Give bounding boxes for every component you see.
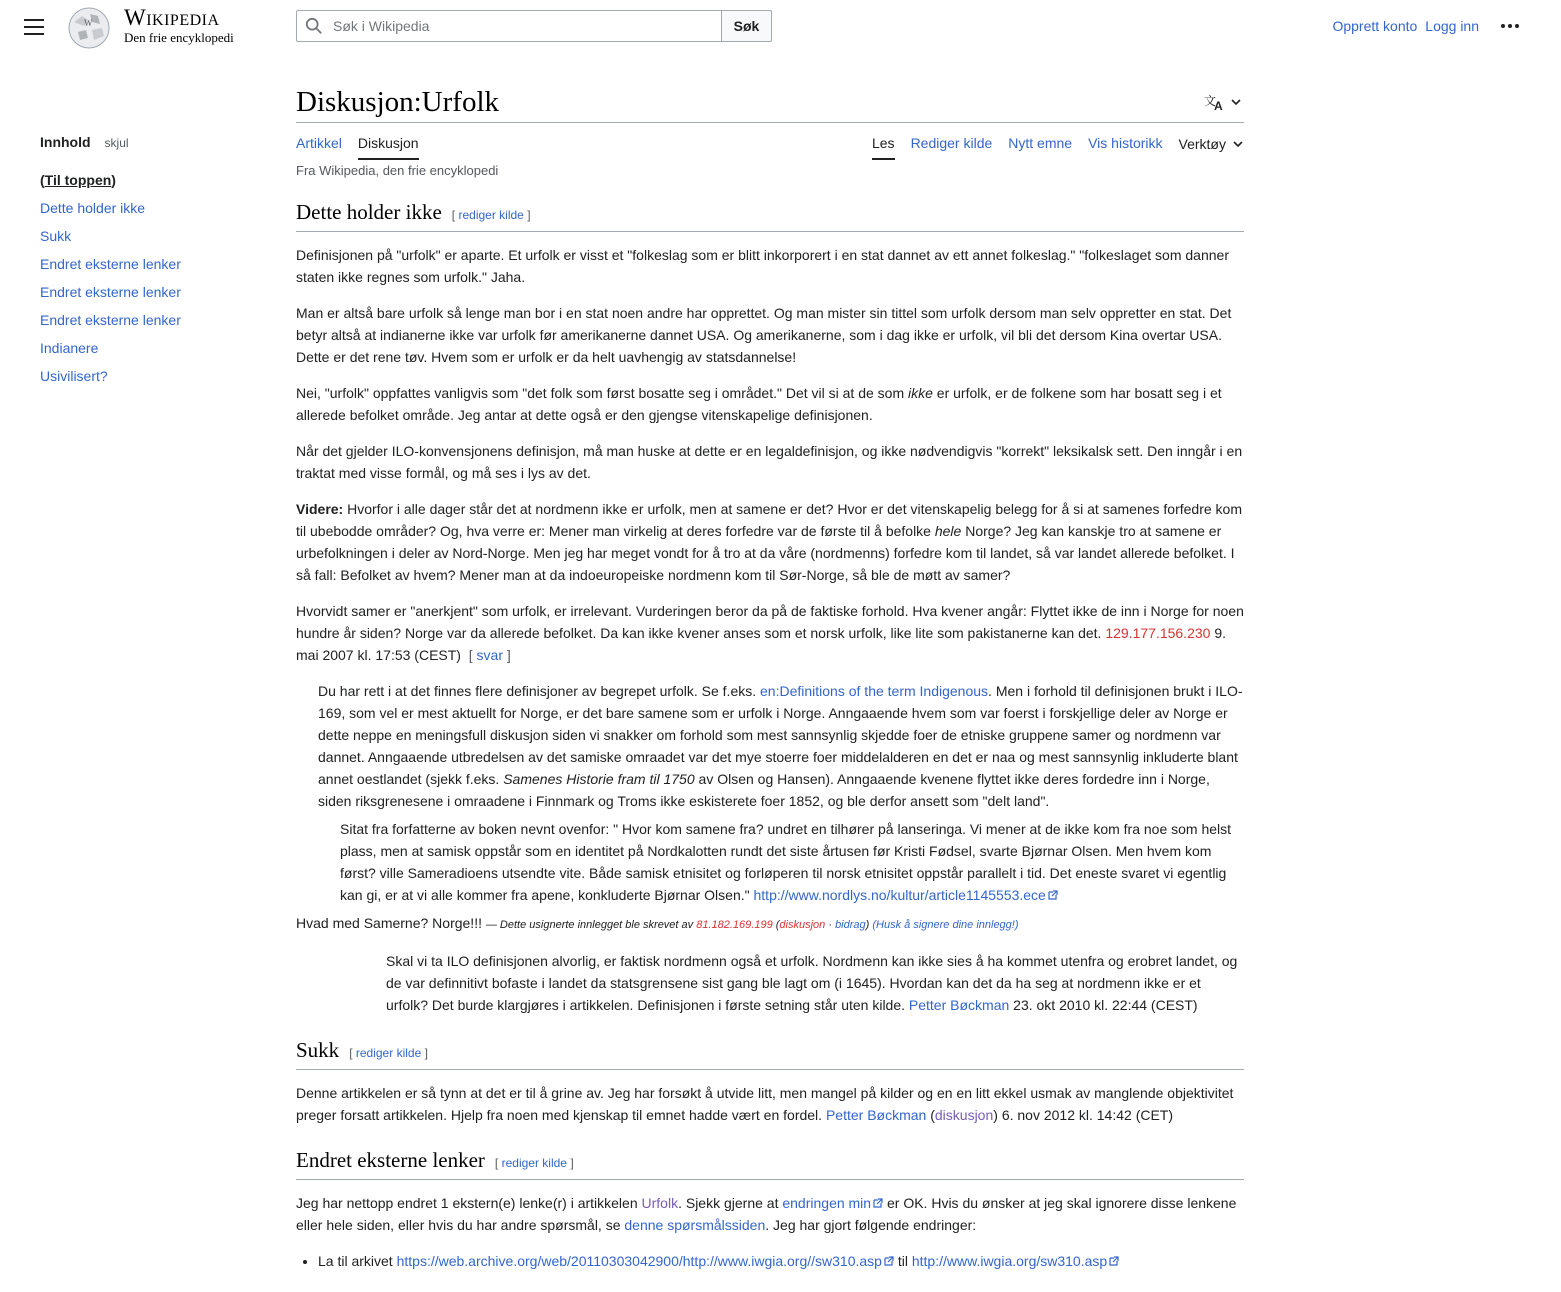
toc-title: Innhold [40, 134, 91, 150]
svg-text:W: W [84, 18, 93, 28]
section-sukk [296, 1036, 1244, 1126]
external-link[interactable]: http://www.iwgia.org/sw310.asp [911, 1253, 1108, 1269]
paragraph: Videre: Hvorfor i alle dager står det at nordmenn ikke er urfolk, men at samene er det? Hvor er det vitenskapelig belegg for å si at samenes forfedre kom til ubebodde områder? Og, hva verre er: Mener man virkelig at deres forfedre var de første til å befolke hele Norge? Jeg kan kanskje tro at samene er urbefolkningen i deler av Nord-Norge. Men jeg har meget vondt for å tro at da våre (nordmenns) forfedre kom til landet, så var landet allerede befolket. I så fall: Befolket av hvem? Mener man at da indoeuropeiske nordmenn kom til Sør-Norge, så ble de møtt av samer? [296, 501, 1242, 583]
diff-link[interactable]: endringen min [782, 1195, 872, 1211]
view-tabs [872, 134, 1244, 160]
tab-new-topic[interactable]: Nytt emne [1008, 135, 1073, 151]
paragraph: Hvorvidt samer er "anerkjent" som urfolk, er irrelevant. Vurderingen beror da på de faktiske forhold. Hva kvener angår: Flyttet ikke de inn i Norge for noen hundre år siden? Norge var da allerede befolket. Da kan ikke kvener anses som et norsk urfolk, like lite som pakistanerne kan det. 129.177.156.230 9. mai 2007 kl. 17:53 (CEST) [ svar ] [296, 603, 1244, 663]
external-link-icon [1048, 890, 1058, 900]
menu-icon-bar [24, 33, 44, 35]
search-box [296, 10, 722, 42]
edit-section: [ rediger kilde ] [451, 208, 531, 222]
edit-section-link[interactable]: rediger kilde [355, 1046, 422, 1060]
reply-comment: Sitat fra forfatterne av boken nevnt ovenfor: " Hvor kom samene fra? undret en tilhører på lanseringa. Vi mener at de ikke kom fra noe som helst plass, men at samisk oppstår som en identitet på Nordkalotten rundt det siste årtusen før Kristi Fødsel, svarte Bjørnar Olsen. Men hvem kom først? ville Sameradioens utsendte vite. Både samisk etnisitet og forløperen til norsk etnisitet oppstår parallelt i tid. Det eneste svaret vi egentlig kan gi, er at vi alle kommer fra apene, konkluderte Bjørnar Olsen." http://www.nordlys.no/kultur/article1145553.ece [340, 821, 1232, 903]
edit-section: [ rediger kilde ] [349, 1046, 428, 1060]
search-button[interactable]: Søk [722, 10, 772, 42]
chevron-down-icon [1230, 96, 1242, 108]
reply-bracket: [ svar ] [468, 647, 511, 663]
reply-link[interactable]: svar [476, 647, 503, 663]
external-link[interactable]: http://www.nordlys.no/kultur/article1145553.ece [753, 887, 1046, 903]
more-icon[interactable] [1501, 24, 1519, 28]
menu-icon-bar [24, 19, 44, 21]
chevron-down-icon [1232, 138, 1244, 150]
user-link[interactable]: Petter Bøckman [908, 997, 1010, 1013]
toc-item-top: (Til toppen) [40, 172, 116, 188]
svg-text:文: 文 [1204, 94, 1217, 108]
page-content [296, 198, 1244, 1292]
external-link-icon [1109, 1256, 1119, 1266]
log-in-link[interactable]: Logg inn [1425, 18, 1479, 34]
changes-list [318, 1250, 1244, 1272]
main-menu-button[interactable] [24, 19, 44, 35]
language-icon [1204, 93, 1226, 111]
toc-item[interactable]: Endret eksterne lenker [40, 256, 181, 272]
section-heading: Dette holder ikke [ rediger kilde ] [296, 198, 1244, 232]
language-button[interactable] [1204, 93, 1242, 111]
toc-item[interactable]: Endret eksterne lenker [40, 284, 181, 300]
toc-item[interactable]: Indianere [40, 340, 99, 356]
sign-help-link[interactable]: (Husk å signere dine innlegg!) [872, 919, 1019, 931]
create-account-link[interactable]: Opprett konto [1332, 18, 1418, 34]
toc-item[interactable]: Dette holder ikke [40, 200, 146, 216]
namespace-tabs [296, 134, 419, 160]
tools-label: Verktøy [1178, 136, 1226, 152]
page-title: Diskusjon:Urfolk [296, 86, 499, 118]
paragraph: Når det gjelder ILO-konvensjonens definisjon, må man huske at dette er en legaldefinisjon, og ikke nødvendigvis "korrekt" leksikalsk sett. Den inngår i en traktat med visse formål, og må ses i lys av det. [296, 443, 1243, 481]
paragraph: Jeg har nettopp endret 1 ekstern(e) lenke(r) i artikkelen Urfolk. Sjekk gjerne at endringen min er OK. Hvis du ønsker at jeg skal ignorere disse lenkene eller hele siden, eller hvis du har andre spørsmål, se denne spørsmålssiden. Jeg har gjort følgende endringer: [296, 1195, 1237, 1233]
edit-section-link[interactable]: rediger kilde [501, 1156, 567, 1170]
tab-edit-source[interactable]: Rediger kilde [910, 135, 993, 151]
user-links [1332, 18, 1519, 34]
external-link-icon [884, 1256, 894, 1266]
user-talk-link[interactable]: diskusjon [779, 919, 826, 931]
table-of-contents [40, 134, 260, 396]
svg-text:A: A [1214, 99, 1223, 111]
list-item: • La til arkivet https://web.archive.org/web/20110303042900/http://www.iwgia.org//sw310.asp til http://www.iwgia.org/sw310.asp [318, 1250, 1244, 1272]
edit-section-link[interactable]: rediger kilde [458, 208, 524, 222]
section-dette-holder-ikke [296, 198, 1244, 1016]
wordmark-title: Wikipedia [124, 5, 220, 30]
external-link-icon [873, 1198, 883, 1208]
toc-link-top[interactable]: Til toppen [44, 172, 112, 188]
toc-item[interactable]: Usivilisert? [40, 368, 108, 384]
toc-item[interactable]: Sukk [40, 228, 72, 244]
wordmark-tagline: Den frie encyklopedi [124, 30, 234, 45]
tab-read[interactable]: Les [872, 134, 895, 160]
title-divider [296, 122, 1244, 123]
toc-hide-button[interactable]: skjul [104, 136, 129, 150]
tab-history[interactable]: Vis historikk [1088, 135, 1163, 151]
section-endret-eksterne-lenker [296, 1146, 1244, 1272]
interwiki-link[interactable]: en:Definitions of the term Indigenous [760, 683, 989, 699]
paragraph: Man er altså bare urfolk så lenge man bor i en stat noen andre har opprettet. Og man mister sin tittel som urfolk dersom man selv oppretter en stat. Det betyr altså at indianerne ikke var urfolk før amerikanerne dannet USA. Og amerikanerne, som i dag ikke er urfolk, vil bli det dersom Kina overtar USA. Dette er det rene tøv. Hvem som er urfolk er da helt uavhengig av statsdannelse! [296, 305, 1232, 365]
site-subtitle: Fra Wikipedia, den frie encyklopedi [296, 163, 499, 178]
article-link[interactable]: Urfolk [641, 1195, 679, 1211]
menu-icon-bar [24, 26, 44, 28]
tab-talk[interactable]: Diskusjon [358, 134, 419, 160]
unsigned-comment: Hvad med Samerne? Norge!!! — Dette usignerte innlegget ble skrevet av 81.182.169.199 (diskusjon · bidrag) (Husk å signere dine innlegg!) [296, 915, 1019, 931]
ip-user-link[interactable]: 81.182.169.199 [696, 919, 773, 931]
search-form [296, 10, 772, 42]
user-talk-link[interactable]: diskusjon [934, 1107, 994, 1123]
toc-item[interactable]: Endret eksterne lenker [40, 312, 181, 328]
user-contribs-link[interactable]: bidrag [835, 919, 866, 931]
reply-comment: Du har rett i at det finnes flere definisjoner av begrepet urfolk. Se f.eks. en:Definitions of the term Indigenous. Men i forhold til definisjonen brukt i ILO-169, som vel er mest aktuellt for Norge, er det bare samene som er urfolk i Norge. Anngaaende hvem som var foerst i forskjellige deler av Norge er dette neppe en meningsfull diskusjon siden vi snakker om forhold som mest sannsynlig skjedde foer de etniske gruppene samer og nordmenn var dannet. Anngaaende utbredelsen av det samiske omraadet var det mye stoerre foer middelalderen en det er naa og mest sannsynlig inkluderte blant annet oestlandet (sjekk f.eks. Samenes Historie fram til 1750 av Olsen og Hansen). Anngaaende kvenene flyttet ikke deres fordedre inn i Norge, siden riksgrenesene i omraadene i Finnmark og Troms ikke eskisterete foer 1852, og ble derfor ansett som "delt land". [318, 683, 1243, 809]
external-link[interactable]: https://web.archive.org/web/20110303042900/http://www.iwgia.org//sw310.asp [396, 1253, 882, 1269]
ip-user-link[interactable]: 129.177.156.230 [1105, 625, 1211, 641]
paragraph: Nei, "urfolk" oppfattes vanligvis som "det folk som først bosatte seg i området." Det vil si at de som ikke er urfolk, er de folkene som har bosatt seg i et allerede befolket område. Jeg antar at dette også er den gjengse vitenskapelige definisjonen. [296, 385, 1222, 423]
paragraph: Denne artikkelen er så tynn at det er til å grine av. Jeg har forsøkt å utvide litt, men mangel på kilder og en en litt ekkel usmak av manglende objektivitet preger forsatt artikkelen. Hjelp fra noen med kjenskap til emnet hadde vært en fordel. Petter Bøckman (diskusjon) 6. nov 2012 kl. 14:42 (CET) [296, 1085, 1234, 1123]
section-heading: Sukk [ rediger kilde ] [296, 1036, 1244, 1070]
tools-dropdown[interactable] [1179, 134, 1244, 160]
search-icon [305, 17, 323, 35]
reply-comment: Skal vi ta ILO definisjonen alvorlig, er faktisk nordmenn også et urfolk. Nordmenn kan ikke sies å ha kommet utenfra og erobret landet, og de var definnitivt bofaste i landet da statsgrensene sist gang ble lagt om (i 1645). Hvordan kan det da ha seg at nordmenn ikke er et urfolk? Det burde klargjøres i artikkelen. Definisjonen i første setning står uten kilde. Petter Bøckman 23. okt 2010 kl. 22:44 (CEST) [386, 953, 1238, 1013]
search-input[interactable] [297, 11, 721, 41]
faq-link[interactable]: denne spørsmålssiden [624, 1217, 766, 1233]
edit-section: [ rediger kilde ] [494, 1156, 574, 1170]
tab-article[interactable]: Artikkel [296, 135, 342, 151]
paragraph: Definisjonen på "urfolk" er aparte. Et urfolk er visst et "folkeslag som er blitt inkorporert i en stat dannet av ett annet folkeslag." "folkeslaget som danner staten ikke regnes som urfolk." Jaha. [296, 247, 1229, 285]
wikipedia-wordmark[interactable] [124, 6, 234, 46]
wikipedia-globe-icon[interactable] [64, 4, 114, 50]
user-link[interactable]: Petter Bøckman [825, 1107, 927, 1123]
section-heading: Endret eksterne lenker [ rediger kilde ] [296, 1146, 1244, 1180]
